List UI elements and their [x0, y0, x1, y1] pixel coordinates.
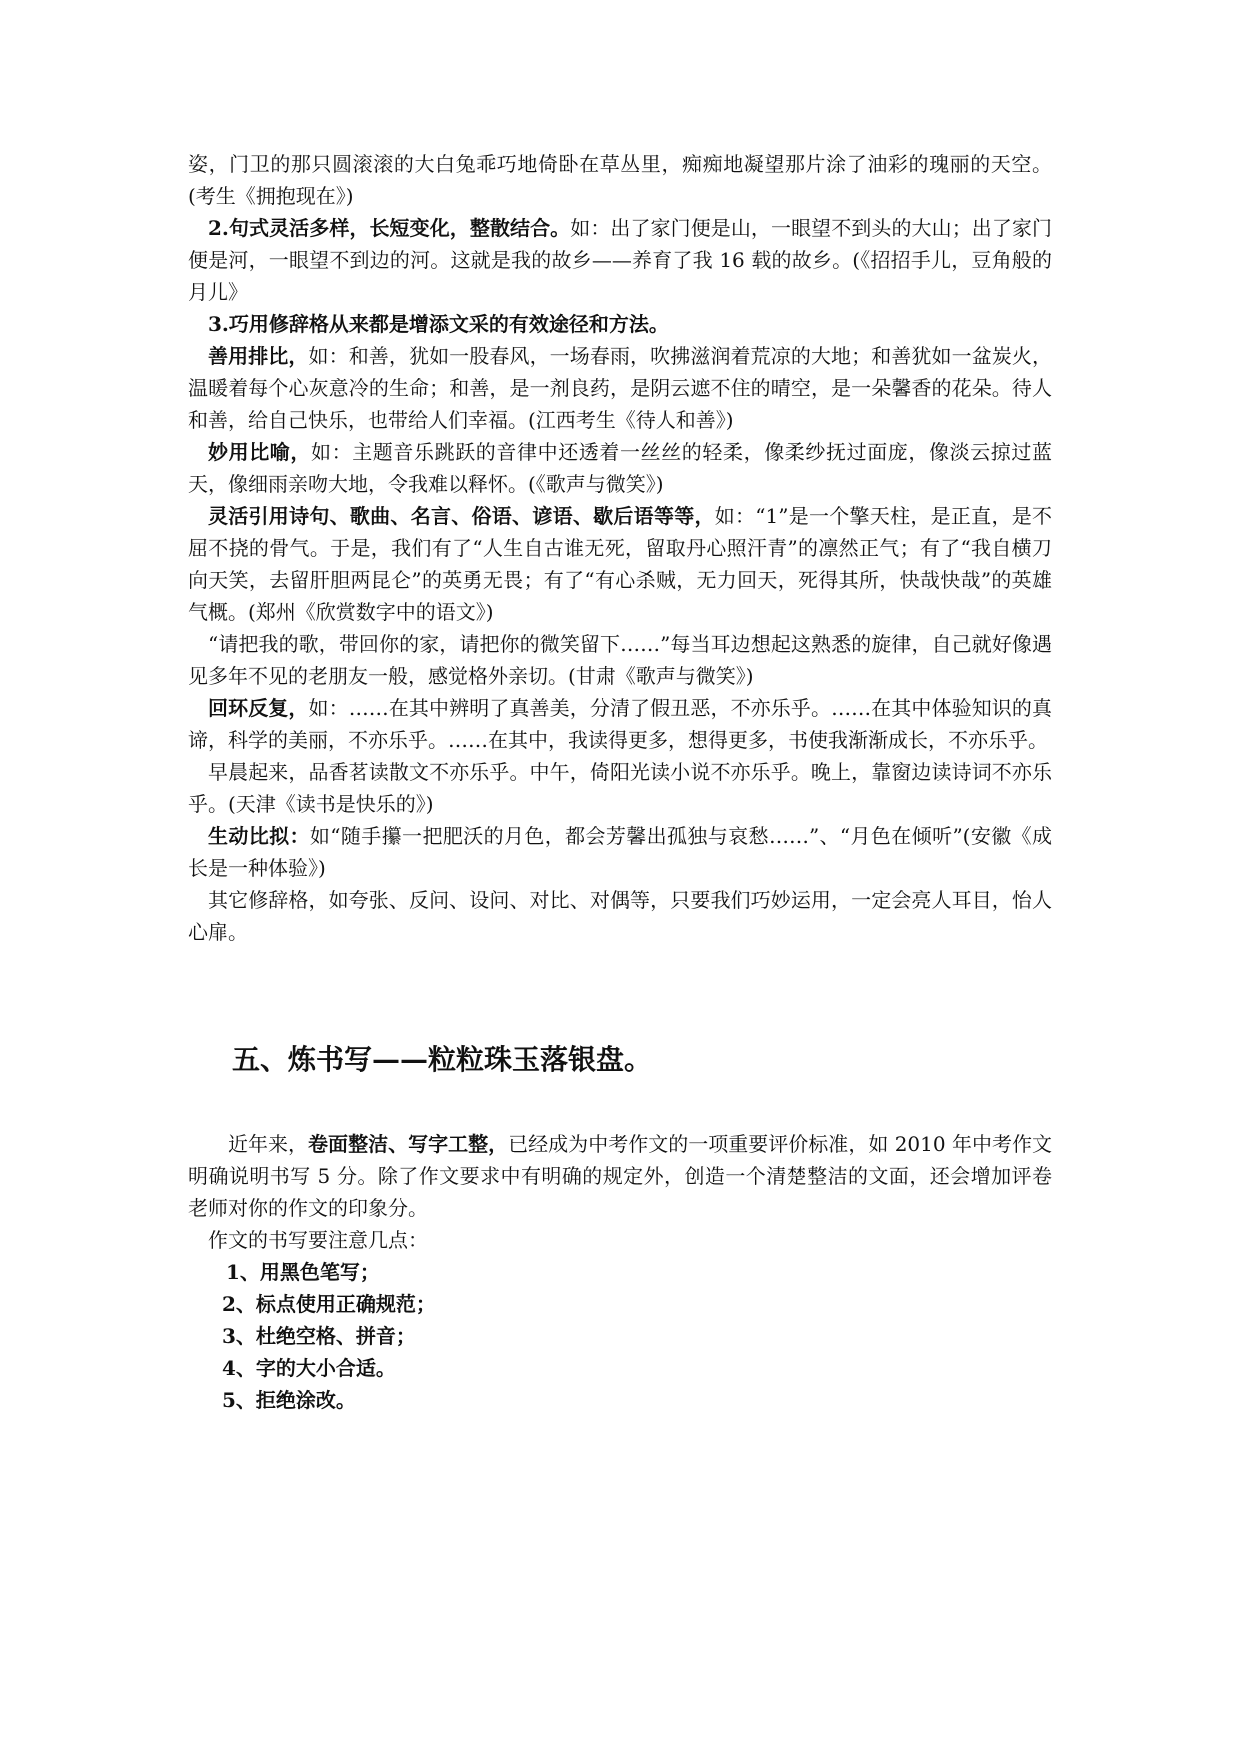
- section-four-body: [188, 148, 1052, 948]
- paragraph-heading: 2.句式灵活多样，长短变化，整散结合。: [208, 216, 571, 240]
- list-item: 1、用黑色笔写；: [226, 1260, 380, 1284]
- paragraph: [188, 308, 1052, 340]
- paragraph-text: 姿，门卫的那只圆滚滚的大白兔乖巧地倚卧在草丛里，痴痴地凝望那片涂了油彩的瑰丽的天空。(考生《拥抱现在》): [188, 152, 1052, 208]
- paragraph: [188, 1128, 1052, 1224]
- paragraph: [188, 756, 1052, 820]
- paragraph-heading: 妙用比喻，: [208, 440, 311, 464]
- paragraph-text: 如：主题音乐跳跃的音律中还透着一丝丝的轻柔，像柔纱抚过面庞，像淡云掠过蓝天，像细雨亲吻大地，令我难以释怀。(《歌声与微笑》): [188, 440, 1052, 496]
- paragraph-heading: 3.巧用修辞格从来都是增添文采的有效途径和方法。: [208, 312, 669, 336]
- section-five-body: [188, 1128, 1052, 1416]
- paragraph-text: “请把我的歌，带回你的家，请把你的微笑留下……”每当耳边想起这熟悉的旋律，自己就好像遇见多年不见的老朋友一般，感觉格外亲切。(甘肃《歌声与微笑》): [188, 632, 1052, 688]
- list-item: 5、拒绝涂改。: [222, 1388, 356, 1412]
- paragraph-text: 其它修辞格，如夸张、反问、设问、对比、对偶等，只要我们巧妙运用，一定会亮人耳目，怡人心扉。: [188, 888, 1052, 944]
- paragraph: [188, 436, 1052, 500]
- paragraph-heading: 生动比拟：: [208, 824, 310, 848]
- section-heading: 五、炼书写——粒粒珠玉落银盘。: [232, 1043, 653, 1076]
- list-intro: 作文的书写要注意几点：: [208, 1228, 428, 1252]
- paragraph: [188, 628, 1052, 692]
- paragraph-emphasis: 卷面整洁、写字工整，: [308, 1132, 509, 1156]
- paragraph: [188, 500, 1052, 628]
- list-item: 4、字的大小合适。: [222, 1356, 396, 1380]
- paragraph: [188, 148, 1052, 212]
- paragraph-text: 如：“1”是一个擎天柱，是正直，是不屈不挠的骨气。于是，我们有了“人生自古谁无死，留取丹心照汗青”的凛然正气；有了“我自横刀向天笑，去留肝胆两昆仑”的英勇无畏；有了“有心杀贼，无力回天，死得其所，快哉快哉”的英雄气概。(郑州《欣赏数字中的语文》): [188, 504, 1052, 624]
- paragraph-heading: 善用排比，: [208, 344, 309, 368]
- paragraph: [188, 212, 1052, 308]
- paragraph-text: 如：出了家门便是山，一眼望不到头的大山；出了家门便是河，一眼望不到边的河。这就是我的故乡——养育了我 16 载的故乡。(《招招手儿，豆角般的月儿》: [188, 216, 1052, 304]
- paragraph-text: 早晨起来，品香茗读散文不亦乐乎。中午，倚阳光读小说不亦乐乎。晚上，靠窗边读诗词不亦乐乎。(天津《读书是快乐的》): [188, 760, 1052, 816]
- list-item: 2、标点使用正确规范；: [222, 1292, 436, 1316]
- list-item: 3、杜绝空格、拼音；: [222, 1324, 416, 1348]
- paragraph: [188, 820, 1052, 884]
- paragraph: [188, 692, 1052, 756]
- paragraph: [188, 884, 1052, 948]
- paragraph-text: 已经成为中考作文的一项重要评价标准，如 2010 年中考作文明确说明书写 5 分。除了作文要求中有明确的规定外，创造一个清楚整洁的文面，还会增加评卷老师对你的作文的印象分。: [188, 1132, 1053, 1220]
- paragraph-text: 如：和善，犹如一股春风，一场春雨，吹拂滋润着荒凉的大地；和善犹如一盆炭火，温暖着每个心灰意冷的生命；和善，是一剂良药，是阴云遮不住的晴空，是一朵馨香的花朵。待人和善，给自己快乐，也带给人们幸福。(江西考生《待人和善》): [188, 344, 1053, 432]
- paragraph-heading: 回环反复，: [208, 696, 309, 720]
- paragraph-text: 近年来，: [228, 1132, 309, 1156]
- paragraph-heading: 灵活引用诗句、歌曲、名言、俗语、谚语、歇后语等等，: [208, 504, 715, 528]
- paragraph: [188, 340, 1052, 436]
- writing-tips-list: [188, 1256, 1052, 1416]
- paragraph-text: 如“随手攥一把肥沃的月色，都会芳馨出孤独与哀愁……”、“月色在倾听”(安徽《成长是一种体验》): [188, 824, 1053, 880]
- paragraph-text: 如：……在其中辨明了真善美，分清了假丑恶，不亦乐乎。……在其中体验知识的真谛，科学的美丽，不亦乐乎。……在其中，我读得更多，想得更多，书使我渐渐成长，不亦乐乎。: [188, 696, 1053, 752]
